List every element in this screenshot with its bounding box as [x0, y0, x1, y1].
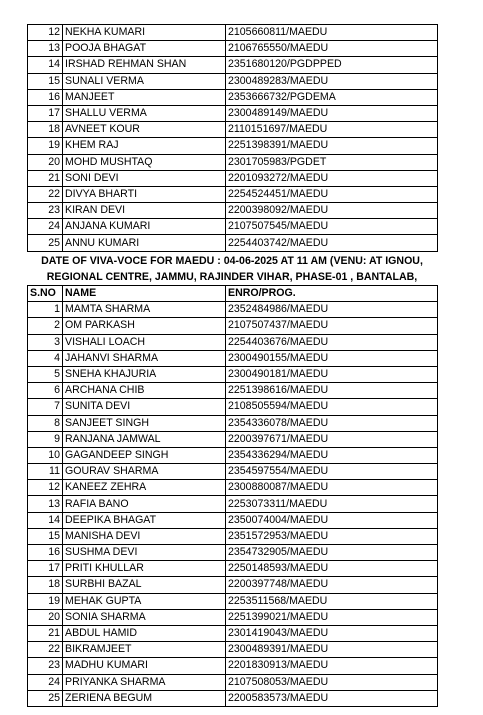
- header-sno: S.NO: [28, 286, 63, 302]
- cell-sno: 19: [28, 593, 63, 609]
- maedu-viva-table-body: [28, 302, 438, 707]
- cell-enro: 2253073311/MAEDU: [226, 496, 438, 512]
- table-row: [28, 122, 438, 138]
- cell-enro: 2351572953/MAEDU: [226, 528, 438, 544]
- table-row: [28, 431, 438, 447]
- cell-enro: 2107507545/MAEDU: [226, 219, 438, 235]
- table-row: [28, 447, 438, 463]
- cell-enro: 2350074004/MAEDU: [226, 512, 438, 528]
- cell-name: RAFIA BANO: [63, 496, 226, 512]
- table-row: [28, 496, 438, 512]
- student-table-continued: [27, 24, 438, 252]
- cell-sno: 25: [28, 235, 63, 251]
- cell-sno: 18: [28, 122, 63, 138]
- cell-sno: 22: [28, 186, 63, 202]
- cell-sno: 8: [28, 415, 63, 431]
- cell-sno: 12: [28, 480, 63, 496]
- cell-name: ABDUL HAMID: [63, 625, 226, 641]
- table-row: [28, 138, 438, 154]
- cell-enro: 2300489149/MAEDU: [226, 105, 438, 121]
- header-enro: ENRO/PROG.: [226, 286, 438, 302]
- header-row: [28, 286, 438, 302]
- viva-voce-heading-line1: DATE OF VIVA-VOCE FOR MAEDU : 04-06-2025 AT 11 AM (VENU: AT IGNOU,: [41, 255, 423, 267]
- table-row: [28, 25, 438, 41]
- cell-sno: 19: [28, 138, 63, 154]
- cell-name: SONIA SHARMA: [63, 609, 226, 625]
- table-row: [28, 480, 438, 496]
- cell-sno: 12: [28, 25, 63, 41]
- table-row: [28, 561, 438, 577]
- maedu-viva-table-header: [28, 286, 438, 302]
- cell-enro: 2352484986/MAEDU: [226, 302, 438, 318]
- cell-sno: 22: [28, 642, 63, 658]
- table-row: [28, 415, 438, 431]
- cell-sno: 21: [28, 625, 63, 641]
- cell-enro: 2254403742/MAEDU: [226, 235, 438, 251]
- cell-enro: 2354336294/MAEDU: [226, 447, 438, 463]
- cell-sno: 13: [28, 41, 63, 57]
- cell-enro: 2200398092/MAEDU: [226, 203, 438, 219]
- cell-sno: 5: [28, 366, 63, 382]
- cell-enro: 2254403676/MAEDU: [226, 334, 438, 350]
- cell-name: ANNU KUMARI: [63, 235, 226, 251]
- cell-name: NEKHA KUMARI: [63, 25, 226, 41]
- cell-enro: 2300490155/MAEDU: [226, 350, 438, 366]
- cell-name: DEEPIKA BHAGAT: [63, 512, 226, 528]
- cell-enro: 2250148593/MAEDU: [226, 561, 438, 577]
- cell-enro: 2300490181/MAEDU: [226, 366, 438, 382]
- table-row: [28, 609, 438, 625]
- table-row: [28, 528, 438, 544]
- cell-sno: 1: [28, 302, 63, 318]
- table-row: [28, 512, 438, 528]
- cell-sno: 16: [28, 545, 63, 561]
- header-name: NAME: [63, 286, 226, 302]
- table-row: [28, 154, 438, 170]
- table-row: [28, 545, 438, 561]
- table-row: [28, 105, 438, 121]
- cell-name: ZERIENA BEGUM: [63, 690, 226, 706]
- cell-sno: 23: [28, 658, 63, 674]
- cell-name: SUNITA DEVI: [63, 399, 226, 415]
- cell-name: JAHANVI SHARMA: [63, 350, 226, 366]
- viva-voce-heading: [27, 253, 437, 285]
- cell-name: POOJA BHAGAT: [63, 41, 226, 57]
- cell-sno: 10: [28, 447, 63, 463]
- cell-sno: 23: [28, 203, 63, 219]
- table-row: [28, 219, 438, 235]
- cell-name: PRITI KHULLAR: [63, 561, 226, 577]
- cell-enro: 2251399021/MAEDU: [226, 609, 438, 625]
- table-row: [28, 642, 438, 658]
- cell-enro: 2300880087/MAEDU: [226, 480, 438, 496]
- table-row: [28, 593, 438, 609]
- cell-sno: 15: [28, 73, 63, 89]
- cell-sno: 13: [28, 496, 63, 512]
- table-row: [28, 577, 438, 593]
- cell-sno: 20: [28, 609, 63, 625]
- cell-name: RANJANA JAMWAL: [63, 431, 226, 447]
- cell-enro: 2107508053/MAEDU: [226, 674, 438, 690]
- cell-name: MADHU KUMARI: [63, 658, 226, 674]
- cell-enro: 2107507437/MAEDU: [226, 318, 438, 334]
- cell-enro: 2200583573/MAEDU: [226, 690, 438, 706]
- cell-sno: 9: [28, 431, 63, 447]
- cell-enro: 2201093272/MAEDU: [226, 170, 438, 186]
- cell-enro: 2251398391/MAEDU: [226, 138, 438, 154]
- cell-sno: 3: [28, 334, 63, 350]
- table-row: [28, 383, 438, 399]
- table-row: [28, 89, 438, 105]
- cell-enro: 2201830913/MAEDU: [226, 658, 438, 674]
- cell-name: DIVYA BHARTI: [63, 186, 226, 202]
- table-row: [28, 186, 438, 202]
- cell-name: MOHD MUSHTAQ: [63, 154, 226, 170]
- cell-name: ANJANA KUMARI: [63, 219, 226, 235]
- cell-name: SONI DEVI: [63, 170, 226, 186]
- table-row: [28, 334, 438, 350]
- maedu-viva-table: [27, 285, 438, 707]
- cell-sno: 20: [28, 154, 63, 170]
- cell-sno: 17: [28, 561, 63, 577]
- cell-sno: 11: [28, 464, 63, 480]
- cell-enro: 2353666732/PGDEMA: [226, 89, 438, 105]
- cell-enro: 2301419043/MAEDU: [226, 625, 438, 641]
- cell-name: MEHAK GUPTA: [63, 593, 226, 609]
- cell-sno: 6: [28, 383, 63, 399]
- cell-name: ARCHANA CHIB: [63, 383, 226, 399]
- viva-voce-heading-line2: REGIONAL CENTRE, JAMMU, RAJINDER VIHAR, PHASE-01 , BANTALAB,: [46, 271, 418, 283]
- cell-name: MANISHA DEVI: [63, 528, 226, 544]
- cell-name: VISHALI LOACH: [63, 334, 226, 350]
- cell-name: OM PARKASH: [63, 318, 226, 334]
- cell-name: AVNEET KOUR: [63, 122, 226, 138]
- cell-name: SUNALI VERMA: [63, 73, 226, 89]
- cell-name: IRSHAD REHMAN SHAN: [63, 57, 226, 73]
- table-row: [28, 690, 438, 706]
- cell-name: KIRAN DEVI: [63, 203, 226, 219]
- cell-enro: 2108505594/MAEDU: [226, 399, 438, 415]
- cell-sno: 16: [28, 89, 63, 105]
- cell-name: KHEM RAJ: [63, 138, 226, 154]
- cell-enro: 2354336078/MAEDU: [226, 415, 438, 431]
- cell-sno: 14: [28, 57, 63, 73]
- cell-name: BIKRAMJEET: [63, 642, 226, 658]
- cell-enro: 2200397671/MAEDU: [226, 431, 438, 447]
- cell-name: GOURAV SHARMA: [63, 464, 226, 480]
- cell-name: MANJEET: [63, 89, 226, 105]
- cell-name: SHALLU VERMA: [63, 105, 226, 121]
- table-row: [28, 41, 438, 57]
- cell-enro: 2110151697/MAEDU: [226, 122, 438, 138]
- cell-enro: 2354732905/MAEDU: [226, 545, 438, 561]
- table-row: [28, 302, 438, 318]
- table-row: [28, 318, 438, 334]
- cell-enro: 2254524451/MAEDU: [226, 186, 438, 202]
- cell-enro: 2200397748/MAEDU: [226, 577, 438, 593]
- cell-sno: 7: [28, 399, 63, 415]
- table-row: [28, 73, 438, 89]
- cell-enro: 2105660811/MAEDU: [226, 25, 438, 41]
- cell-sno: 14: [28, 512, 63, 528]
- table-row: [28, 57, 438, 73]
- cell-sno: 2: [28, 318, 63, 334]
- cell-enro: 2253511568/MAEDU: [226, 593, 438, 609]
- cell-name: PRIYANKA SHARMA: [63, 674, 226, 690]
- cell-sno: 24: [28, 219, 63, 235]
- table-row: [28, 350, 438, 366]
- cell-enro: 2251398616/MAEDU: [226, 383, 438, 399]
- table-row: [28, 625, 438, 641]
- cell-name: SANJEET SINGH: [63, 415, 226, 431]
- student-table-continued-body: [28, 25, 438, 252]
- cell-sno: 15: [28, 528, 63, 544]
- cell-name: MAMTA SHARMA: [63, 302, 226, 318]
- table-row: [28, 674, 438, 690]
- cell-enro: 2351680120/PGDPPED: [226, 57, 438, 73]
- cell-enro: 2301705983/PGDET: [226, 154, 438, 170]
- cell-name: SUSHMA DEVI: [63, 545, 226, 561]
- cell-sno: 4: [28, 350, 63, 366]
- table-row: [28, 170, 438, 186]
- cell-name: SURBHI BAZAL: [63, 577, 226, 593]
- cell-sno: 17: [28, 105, 63, 121]
- table-row: [28, 235, 438, 251]
- cell-sno: 21: [28, 170, 63, 186]
- cell-name: SNEHA KHAJURIA: [63, 366, 226, 382]
- cell-sno: 18: [28, 577, 63, 593]
- cell-enro: 2300489283/MAEDU: [226, 73, 438, 89]
- table-row: [28, 203, 438, 219]
- cell-name: KANEEZ ZEHRA: [63, 480, 226, 496]
- cell-sno: 25: [28, 690, 63, 706]
- table-row: [28, 464, 438, 480]
- table-row: [28, 658, 438, 674]
- cell-enro: 2106765550/MAEDU: [226, 41, 438, 57]
- table-row: [28, 366, 438, 382]
- cell-name: GAGANDEEP SINGH: [63, 447, 226, 463]
- cell-sno: 24: [28, 674, 63, 690]
- cell-enro: 2354597554/MAEDU: [226, 464, 438, 480]
- table-row: [28, 399, 438, 415]
- cell-enro: 2300489391/MAEDU: [226, 642, 438, 658]
